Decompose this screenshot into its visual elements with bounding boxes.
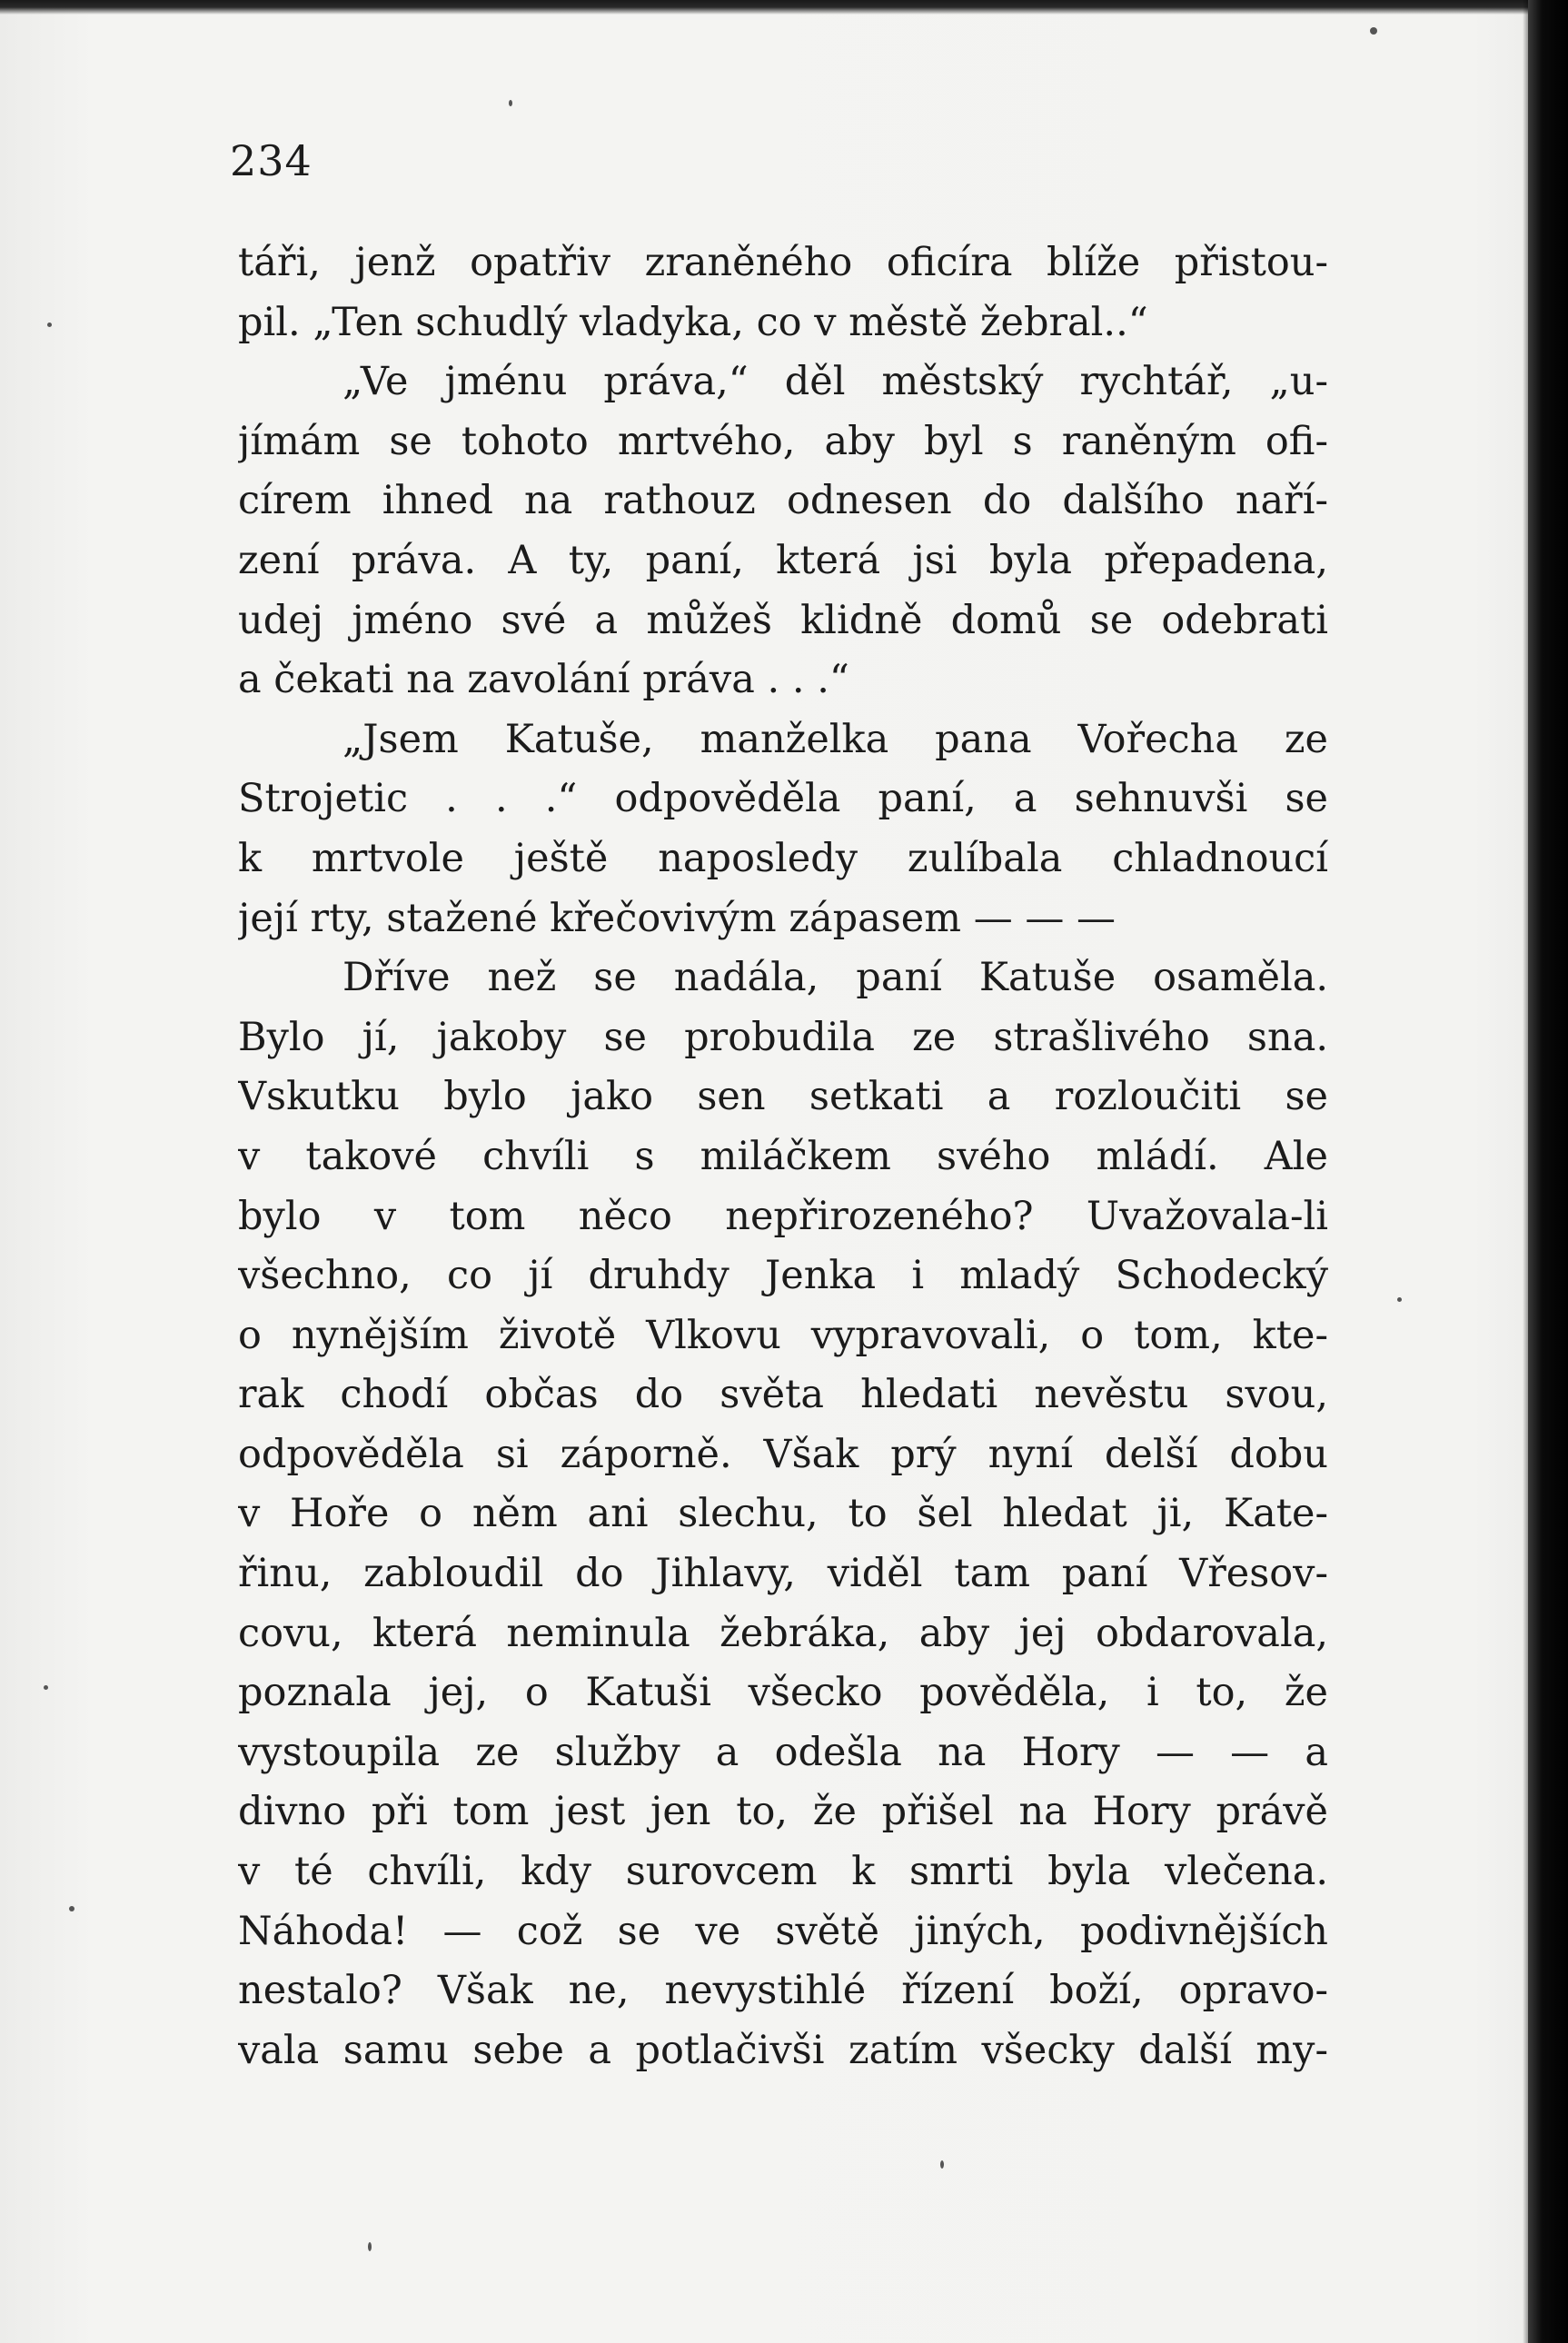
text-line: vystoupila ze služby a odešla na Hory — — a [238,1729,1328,1775]
scan-speck [44,1685,48,1690]
scan-speck [368,2242,372,2251]
text-line: o nynějším životě Vlkovu vypravovali, o tom, kte- [238,1312,1328,1358]
text-line: Strojetic . . .“ odpověděla paní, a sehnuvši se [238,776,1328,822]
text-line: a čekati na zavolání práva . . .“ [238,657,849,703]
text-line: k mrtvole ještě naposledy zulíbala chladnoucí [238,835,1328,881]
text-line: řinu, zabloudil do Jihlavy, viděl tam paní Vřesov- [238,1551,1328,1597]
scan-speck [47,323,52,327]
scan-speck [940,2160,944,2169]
text-line: Náhoda! — což se ve světě jiných, podivnějších [238,1908,1328,1954]
text-line: nestalo? Však ne, nevystihlé řízení boží, opravo- [238,1968,1328,2014]
scan-speck [509,100,512,106]
text-line: „Jsem Katuše, manželka pana Vořecha ze [342,716,1328,762]
text-line: táři, jenž opatřiv zraněného oficíra blíže přistou- [238,240,1328,285]
text-line: covu, která neminula žebráka, aby jej obdarovala, [238,1610,1328,1656]
text-line: jímám se tohoto mrtvého, aby byl s raněným ofi- [238,418,1328,464]
page-number: 234 [230,136,313,185]
text-line: odpověděla si záporně. Však prý nyní delší dobu [238,1431,1328,1477]
text-line: zení práva. A ty, paní, která jsi byla přepadena, [238,537,1328,583]
scan-binding-edge [1528,0,1568,2343]
body-text [238,233,1328,2080]
text-line: vala samu sebe a potlačivši zatím všecky další my- [238,2027,1328,2073]
scan-speck [69,1906,74,1911]
text-line: divno při tom jest jen to, že přišel na Hory právě [238,1789,1328,1835]
text-line: pil. „Ten schudlý vladyka, co v městě žebral..“ [238,299,1148,345]
text-line: Vskutku bylo jako sen setkati a rozloučiti se [238,1074,1328,1120]
text-line: Dříve než se nadála, paní Katuše osaměla. [342,955,1328,1001]
text-line: bylo v tom něco nepřirozeného? Uvažovala-li [238,1193,1328,1239]
text-line: v té chvíli, kdy surovcem k smrti byla vlečena. [238,1849,1328,1895]
text-line: poznala jej, o Katuši všecko pověděla, i to, že [238,1670,1328,1716]
text-line: v Hoře o něm ani slechu, to šel hledat ji, Kate- [238,1491,1328,1537]
text-line: „Ve jménu práva,“ děl městský rychtář, „u- [342,359,1328,405]
text-line: círem ihned na rathouz odnesen do dalšího naří- [238,478,1328,524]
scan-top-edge [0,0,1568,15]
text-line: Bylo jí, jakoby se probudila ze strašlivého sna. [238,1014,1328,1060]
text-line: rak chodí občas do světa hledati nevěstu svou, [238,1372,1328,1418]
text-line: její rty, stažené křečovivým zápasem — — — [238,895,1116,941]
text-line: udej jméno své a můžeš klidně domů se odebrati [238,597,1328,643]
scan-speck [1397,1297,1402,1302]
scan-speck [1370,27,1377,35]
text-line: v takové chvíli s miláčkem svého mládí. Ale [238,1133,1328,1179]
text-line: všechno, co jí druhdy Jenka i mladý Schodecký [238,1253,1328,1299]
